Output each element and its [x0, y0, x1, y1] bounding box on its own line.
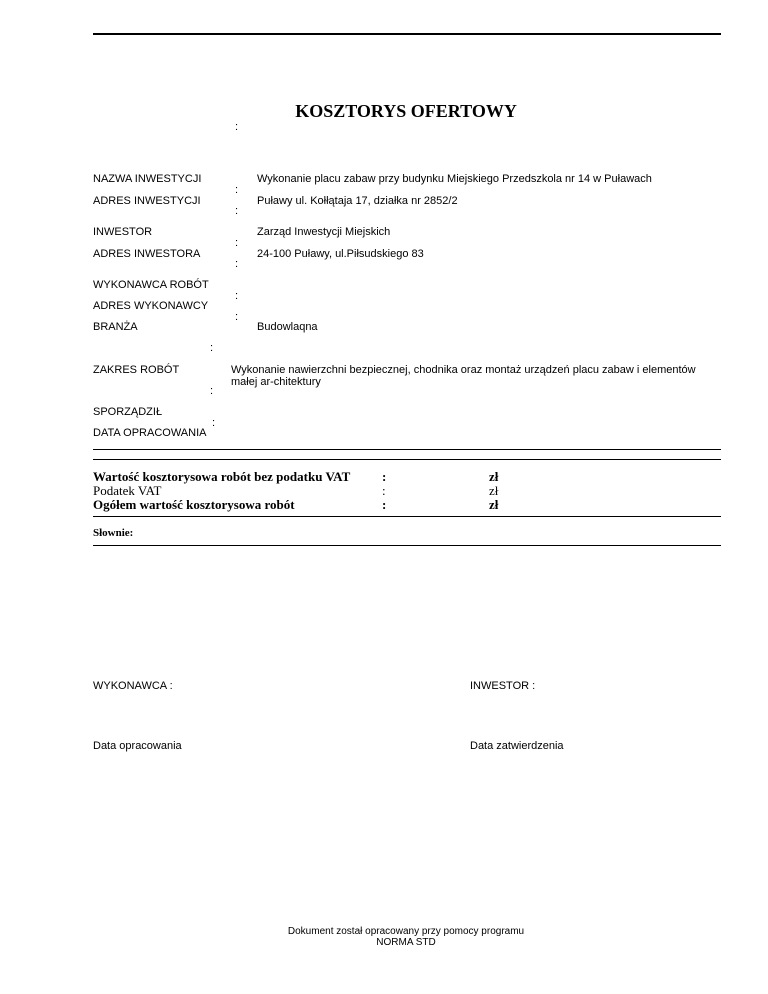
nazwa-inwestycji-label: NAZWA INWESTYCJI [93, 173, 202, 185]
ogolem-currency: zł [489, 497, 499, 512]
podatek-currency: zł [489, 483, 499, 498]
inwestor-value: Zarząd Inwestycji Miejskich [257, 226, 391, 238]
summary-top-rule-1 [93, 449, 721, 450]
wykonawca-signature-label: WYKONAWCA : [93, 680, 173, 692]
slownie-rule [93, 545, 721, 546]
summary-bottom-rule [93, 516, 721, 517]
wykonawca-robot-colon: : [235, 290, 239, 302]
zakres-robot-label: ZAKRES ROBÓT [93, 364, 180, 376]
footer-line-1: Dokument został opracowany przy pomocy programu [287, 926, 525, 937]
adres-inwestora-label: ADRES INWESTORA [93, 248, 201, 260]
adres-wykonawcy-label: ADRES WYKONAWCY [93, 300, 209, 312]
slownie-label: Słownie: [93, 527, 134, 539]
zakres-robot-colon: : [210, 385, 214, 397]
adres-inwestora-colon: : [235, 258, 239, 270]
data-opracowania-signature: Data opracowania [93, 740, 182, 752]
inwestor-label: INWESTOR [93, 226, 153, 238]
adres-wykonawcy-colon: : [235, 311, 239, 323]
top-rule [93, 33, 721, 35]
branza-value: Budowlaqna [257, 321, 318, 333]
adres-inwestora-value: 24-100 Puławy, ul.Piłsudskiego 83 [257, 248, 424, 260]
inwestor-signature-label: INWESTOR : [470, 680, 536, 692]
inwestor-colon: : [235, 237, 239, 249]
podatek-label: Podatek VAT [93, 483, 162, 498]
zakres-robot-value: Wykonanie nawierzchni bezpiecznej, chodnika oraz montaż urządzeń placu zabaw i elementów małej ar-chitektury [231, 364, 696, 388]
adres-inwestycji-value: Puławy ul. Kołłątaja 17, działka nr 2852/2 [257, 195, 458, 207]
wartosc-colon: : [382, 469, 387, 484]
nazwa-inwestycji-value: Wykonanie placu zabaw przy budynku Miejskiego Przedszkola nr 14 w Puławach [257, 173, 652, 185]
data-zatwierdzenia-signature: Data zatwierdzenia [470, 740, 564, 752]
nazwa-inwestycji-colon: : [235, 184, 239, 196]
data-opracowania-label: DATA OPRACOWANIA [93, 427, 207, 439]
sporzadzil-colon: : [212, 417, 216, 429]
summary-top-rule-2 [93, 459, 721, 460]
branza-colon: : [210, 342, 214, 354]
branza-label: BRANŻA [93, 321, 138, 333]
wykonawca-robot-label: WYKONAWCA ROBÓT [93, 279, 209, 291]
ogolem-colon: : [382, 497, 387, 512]
document-title: KOSZTORYS OFERTOWY [295, 101, 517, 121]
wartosc-label: Wartość kosztorysowa robót bez podatku VAT [93, 469, 351, 484]
adres-inwestycji-label: ADRES INWESTYCJI [93, 195, 201, 207]
footer-line-2: NORMA STD [376, 937, 436, 948]
title-colon: : [235, 121, 239, 133]
podatek-colon: : [382, 483, 386, 498]
adres-inwestycji-colon: : [235, 205, 239, 217]
ogolem-label: Ogółem wartość kosztorysowa robót [93, 497, 295, 512]
sporzadzil-label: SPORZĄDZIŁ [93, 406, 163, 418]
wartosc-currency: zł [489, 469, 499, 484]
